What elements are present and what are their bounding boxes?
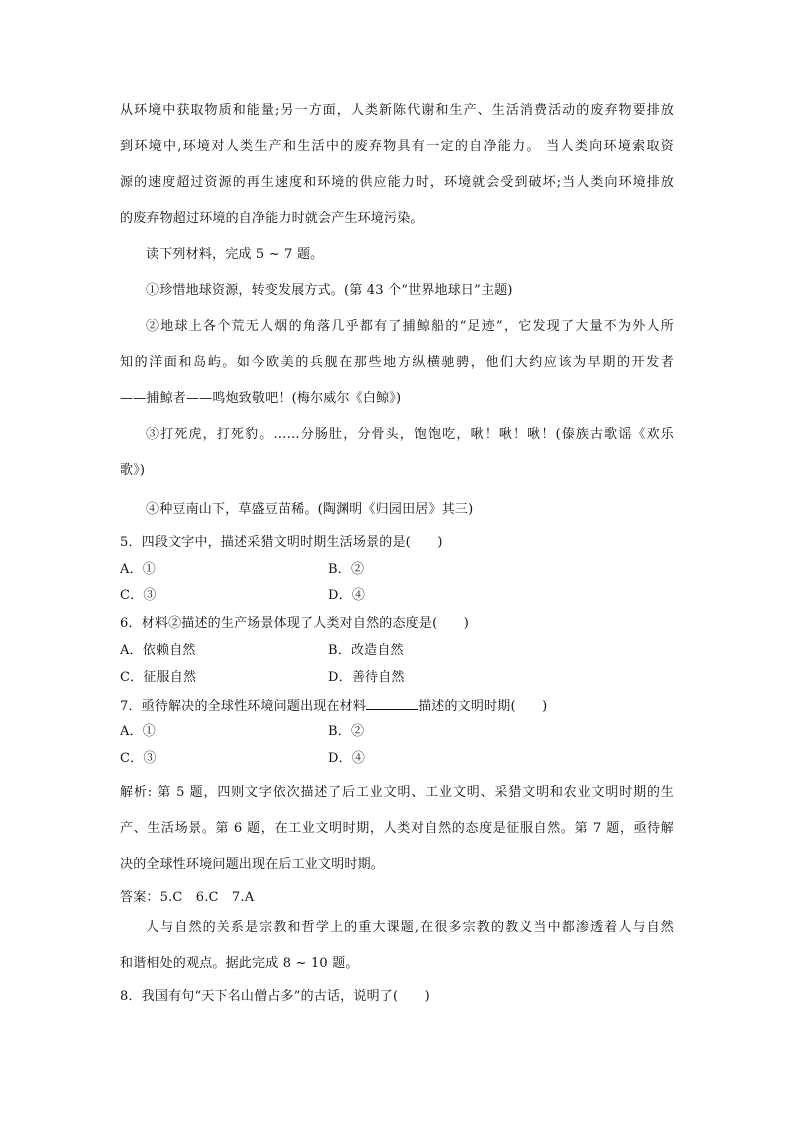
passage-line-2: 到环境中,环境对人类生产和生活中的废弃物具有一定的自净能力。 当人类向环境索取资 xyxy=(120,139,674,154)
material-3-line-1: ③打死虎，打死豹。……分肠肚，分骨头，饱饱吃，啾！啾！啾！(傣族古歌谣《欢乐 xyxy=(146,427,674,442)
question-6-option-a: A．依赖自然 xyxy=(120,643,196,658)
passage-line-1: 从环境中获取物质和能量;另一方面，人类新陈代谢和生产、生活消费活动的废弃物要排放 xyxy=(120,103,674,118)
question-7-stem xyxy=(120,697,547,715)
material-2-line-1: ②地球上各个荒无人烟的角落几乎都有了捕鲸船的“足迹”，它发现了大量不为外人所 xyxy=(146,319,674,334)
next-passage-line-2: 和谐相处的观点。据此完成 8 ~ 10 题。 xyxy=(120,956,359,971)
question-6-option-b: B．改造自然 xyxy=(328,643,404,658)
analysis-line-3: 决的全球性环境问题出现在后工业文明时期。 xyxy=(120,857,385,872)
question-5-option-b: B．② xyxy=(328,562,365,577)
question-7-option-c: C．③ xyxy=(120,751,157,766)
question-5-option-c: C．③ xyxy=(120,588,157,603)
analysis-line-2: 产、生活场景。第 6 题，在工业文明时期，人类对自然的态度是征服自然。第 7 题，亟待解 xyxy=(120,821,674,836)
next-passage-line-1: 人与自然的关系是宗教和哲学上的重大课题,在很多宗教的教义当中都渗透着人与自然 xyxy=(146,920,674,935)
question-7-option-b: B．② xyxy=(328,724,365,739)
material-4: ④种豆南山下，草盛豆苗稀。(陶渊明《归园田居》其三) xyxy=(146,502,474,517)
reading-intro: 读下列材料，完成 5 ~ 7 题。 xyxy=(146,247,324,262)
question-7-stem-before: 7．亟待解决的全球性环境问题出现在材料 xyxy=(120,699,367,714)
material-2-line-2: 知的洋面和岛屿。如今欧美的兵舰在那些地方纵横驰骋，他们大约应该为早期的开发者 xyxy=(120,355,674,370)
passage-line-3: 源的速度超过资源的再生速度和环境的供应能力时，环境就会受到破坏;当人类向环境排放 xyxy=(120,175,674,190)
question-5-stem: 5．四段文字中，描述采猎文明时期生活场景的是( ) xyxy=(120,535,443,550)
passage-line-4: 的废弃物超过环境的自净能力时就会产生环境污染。 xyxy=(120,211,424,226)
question-5-option-a: A．① xyxy=(120,562,156,577)
question-7-stem-after: 描述的文明时期( ) xyxy=(418,699,548,714)
material-2-line-3: ——捕鲸者——鸣炮致敬吧！(梅尔威尔《白鲸》) xyxy=(120,391,402,406)
answer-blank xyxy=(366,697,418,710)
question-8-stem: 8．我国有句“天下名山僧占多”的古话，说明了( ) xyxy=(120,989,430,1004)
question-5-option-d: D．④ xyxy=(328,588,366,603)
question-7-option-d: D．④ xyxy=(328,751,366,766)
question-6-option-c: C．征服自然 xyxy=(120,670,197,685)
question-6-stem: 6．材料②描述的生产场景体现了人类对自然的态度是( ) xyxy=(120,616,470,631)
question-6-option-d: D．善待自然 xyxy=(328,670,405,685)
question-7-option-a: A．① xyxy=(120,724,156,739)
analysis-line-1: 解析: 第 5 题，四则文字依次描述了后工业文明、工业文明、采猎文明和农业文明时期的生 xyxy=(120,785,674,800)
answer-key: 答案：5.C 6.C 7.A xyxy=(120,890,255,905)
material-3-line-2: 歌》) xyxy=(120,463,146,478)
material-1: ①珍惜地球资源，转变发展方式。(第 43 个“世界地球日”主题) xyxy=(146,283,513,298)
